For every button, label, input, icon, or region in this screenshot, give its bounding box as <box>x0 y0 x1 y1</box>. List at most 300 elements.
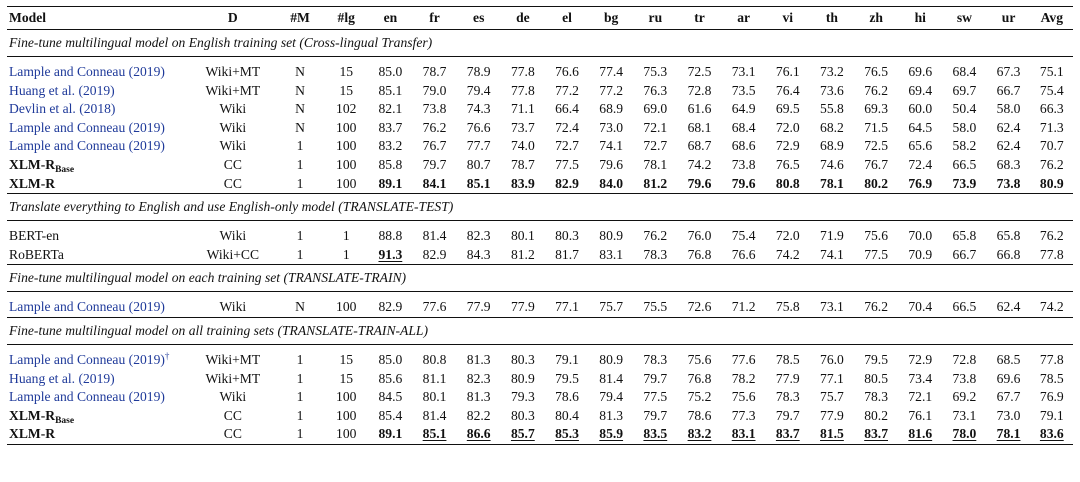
score-value: 75.6 <box>687 351 712 367</box>
models-cell: 1 <box>296 138 304 154</box>
data-cell: Wiki <box>190 292 276 318</box>
score-cell <box>633 57 677 82</box>
score-cell <box>589 119 633 138</box>
citation-link[interactable]: Lample and Conneau (2019) <box>9 389 165 405</box>
score-cell <box>412 57 456 82</box>
score-value: 70.9 <box>908 246 933 262</box>
column-header: Model <box>7 7 190 30</box>
score-value: 81.4 <box>422 407 447 423</box>
table-row <box>7 246 1073 265</box>
score-value: 82.1 <box>378 101 403 117</box>
score-value: 62.4 <box>996 138 1021 154</box>
table-row <box>7 388 1073 407</box>
score-cell <box>457 82 501 101</box>
score-cell <box>589 344 633 369</box>
score-cell <box>766 137 810 156</box>
score-cell <box>987 407 1031 426</box>
score-cell <box>633 292 677 318</box>
score-value: 77.8 <box>1039 246 1064 262</box>
score-value: 81.2 <box>643 175 668 191</box>
score-value: 77.9 <box>466 299 491 315</box>
score-cell <box>677 156 721 175</box>
score-value: 83.2 <box>378 138 403 154</box>
citation-link[interactable]: Huang et al. (2019) <box>9 370 115 386</box>
score-cell <box>677 137 721 156</box>
score-cell <box>545 57 589 82</box>
score-cell <box>810 156 854 175</box>
score-value: 82.9 <box>378 299 403 315</box>
score-value: 68.3 <box>996 156 1021 172</box>
score-value: 58.0 <box>952 119 977 135</box>
score-value: 72.6 <box>687 299 712 315</box>
score-cell <box>942 246 986 265</box>
score-value: 78.1 <box>820 175 844 191</box>
score-cell <box>854 344 898 369</box>
score-value: 60.0 <box>908 101 933 117</box>
models-cell: N <box>276 292 324 318</box>
score-cell <box>677 175 721 194</box>
score-cell <box>545 100 589 119</box>
column-header: vi <box>766 7 810 30</box>
score-value: 77.5 <box>864 246 888 262</box>
score-cell <box>545 388 589 407</box>
score-value: 64.5 <box>908 119 933 135</box>
models-cell: 1 <box>296 351 304 367</box>
data-cell: Wiki+MT <box>205 370 261 386</box>
score-value: 78.6 <box>687 407 712 423</box>
models-cell: N <box>295 101 305 117</box>
score-cell <box>545 175 589 194</box>
score-cell <box>766 370 810 389</box>
languages-cell: 100 <box>336 407 357 423</box>
score-cell <box>722 156 766 175</box>
score-value: 83.7 <box>378 119 403 135</box>
score-cell <box>854 388 898 407</box>
score-value: 80.5 <box>864 370 888 386</box>
citation-link[interactable]: Lample and Conneau (2019) <box>9 138 165 154</box>
score-cell <box>545 407 589 426</box>
score-cell <box>942 175 986 194</box>
score-cell <box>898 388 942 407</box>
score-cell <box>722 388 766 407</box>
score-cell <box>677 425 721 444</box>
score-cell <box>368 175 412 194</box>
score-value: 79.0 <box>422 82 447 98</box>
score-cell <box>368 156 412 175</box>
score-value: 67.7 <box>996 389 1021 405</box>
score-value: 69.4 <box>908 82 933 98</box>
score-cell <box>677 100 721 119</box>
score-value: 69.7 <box>952 82 977 98</box>
score-value: 84.0 <box>599 175 624 191</box>
models-cell: 1 <box>296 389 304 405</box>
data-cell: CC <box>223 407 242 423</box>
score-cell <box>545 119 589 138</box>
score-cell <box>722 119 766 138</box>
score-cell <box>589 407 633 426</box>
score-value: 85.1 <box>378 82 403 98</box>
score-cell <box>942 292 986 318</box>
table-header-row <box>7 7 1073 30</box>
score-value: 85.6 <box>378 370 403 386</box>
score-cell <box>766 100 810 119</box>
score-value: 74.1 <box>820 246 844 262</box>
citation-link[interactable]: Huang et al. (2019) <box>9 82 115 98</box>
table-row <box>7 425 1073 444</box>
score-cell <box>589 137 633 156</box>
score-value: 75.2 <box>687 389 712 405</box>
score-value: 73.4 <box>908 370 933 386</box>
score-value: 77.1 <box>555 299 579 315</box>
score-value: 81.4 <box>422 228 447 244</box>
score-cell <box>589 100 633 119</box>
column-header: #lg <box>324 7 368 30</box>
score-value: 68.6 <box>731 138 756 154</box>
score-value: 77.9 <box>775 370 800 386</box>
score-value: 83.2 <box>687 426 712 442</box>
score-value: 73.5 <box>731 82 756 98</box>
score-value: 69.0 <box>643 101 668 117</box>
score-cell <box>368 388 412 407</box>
score-cell <box>633 100 677 119</box>
score-value: 79.6 <box>687 175 712 191</box>
score-value: 83.1 <box>731 426 756 442</box>
score-value: 75.4 <box>1039 82 1064 98</box>
score-cell <box>457 425 501 444</box>
score-value: 68.9 <box>820 138 844 154</box>
citation-link[interactable]: Lample and Conneau (2019)† <box>9 350 170 367</box>
score-value: 69.2 <box>952 389 977 405</box>
score-cell <box>766 407 810 426</box>
score-cell <box>898 344 942 369</box>
score-cell <box>457 388 501 407</box>
score-value: 78.2 <box>731 370 756 386</box>
score-value: 76.9 <box>908 175 933 191</box>
score-value: 66.4 <box>555 101 579 117</box>
score-value: 66.7 <box>996 82 1021 98</box>
languages-cell: 100 <box>336 138 357 154</box>
column-header: bg <box>589 7 633 30</box>
score-cell <box>412 344 456 369</box>
section-title: Translate everything to English and use English-only model (TRANSLATE-TEST) <box>7 194 1073 221</box>
score-cell <box>987 82 1031 101</box>
score-value: 74.0 <box>510 138 535 154</box>
table-row <box>7 57 1073 82</box>
score-cell <box>987 221 1031 246</box>
score-cell <box>722 344 766 369</box>
score-cell <box>987 119 1031 138</box>
score-cell <box>722 221 766 246</box>
score-cell <box>810 292 854 318</box>
score-cell <box>412 221 456 246</box>
score-cell <box>1031 156 1073 175</box>
score-cell <box>766 425 810 444</box>
score-value: 80.1 <box>422 389 447 405</box>
score-cell <box>501 370 545 389</box>
data-cell: Wiki+MT <box>205 82 261 98</box>
score-cell <box>810 344 854 369</box>
score-cell <box>368 221 412 246</box>
score-value: 72.4 <box>555 119 579 135</box>
models-cell: 1 <box>296 370 304 386</box>
citation-link[interactable]: Lample and Conneau (2019) <box>9 119 165 135</box>
score-cell <box>898 292 942 318</box>
score-value: 76.2 <box>643 228 668 244</box>
score-value: 80.2 <box>864 407 888 423</box>
score-value: 66.3 <box>1039 101 1064 117</box>
score-cell <box>457 156 501 175</box>
score-value: 89.1 <box>378 426 403 442</box>
score-value: 73.2 <box>820 64 844 79</box>
table-row <box>7 344 1073 369</box>
citation-link[interactable]: Lample and Conneau (2019) <box>9 64 165 79</box>
score-value: 75.6 <box>864 228 888 244</box>
data-cell: Wiki <box>219 119 247 135</box>
score-cell <box>368 292 412 318</box>
score-value: 58.2 <box>952 138 977 154</box>
column-header: D <box>190 7 276 30</box>
languages-cell: 15 <box>339 64 354 79</box>
score-value: 72.7 <box>643 138 668 154</box>
score-cell <box>633 156 677 175</box>
score-value: 77.7 <box>466 138 491 154</box>
score-cell <box>854 407 898 426</box>
model-name: XLM-R <box>7 175 190 194</box>
score-cell <box>633 82 677 101</box>
score-cell <box>1031 175 1073 194</box>
score-value: 77.6 <box>422 299 447 315</box>
section-header-row <box>7 194 1073 221</box>
score-cell <box>810 407 854 426</box>
score-value: 84.5 <box>378 389 403 405</box>
model-subscript: Base <box>55 415 75 426</box>
score-cell <box>545 370 589 389</box>
score-value: 75.3 <box>643 64 668 79</box>
column-header: #M <box>276 7 324 30</box>
column-header: en <box>368 7 412 30</box>
data-cell: Wiki <box>219 101 247 117</box>
score-value: 77.9 <box>820 407 844 423</box>
score-cell <box>589 292 633 318</box>
score-value: 81.1 <box>422 370 447 386</box>
score-cell <box>589 82 633 101</box>
score-value: 80.7 <box>466 156 491 172</box>
data-cell: CC <box>223 156 242 172</box>
column-header: th <box>810 7 854 30</box>
score-value: 86.6 <box>466 426 491 442</box>
score-cell <box>368 119 412 138</box>
table-body <box>7 30 1073 445</box>
languages-cell: 1 <box>324 246 368 265</box>
column-header: hi <box>898 7 942 30</box>
score-cell <box>412 388 456 407</box>
score-cell <box>412 407 456 426</box>
score-value: 62.4 <box>996 299 1021 315</box>
models-cell: N <box>295 119 305 135</box>
score-cell <box>633 425 677 444</box>
score-value: 76.6 <box>555 64 579 79</box>
score-cell <box>368 370 412 389</box>
score-value: 69.5 <box>775 101 800 117</box>
score-value: 79.7 <box>775 407 800 423</box>
score-cell <box>766 344 810 369</box>
score-value: 73.6 <box>820 82 844 98</box>
score-value: 80.1 <box>510 228 535 244</box>
table-row <box>7 119 1073 138</box>
table-row <box>7 370 1073 389</box>
languages-cell: 1 <box>342 228 350 244</box>
data-cell: Wiki+CC <box>190 246 276 265</box>
score-value: 74.2 <box>775 246 800 262</box>
score-cell <box>589 388 633 407</box>
score-cell <box>722 370 766 389</box>
score-cell <box>722 82 766 101</box>
score-cell <box>412 246 456 265</box>
score-value: 81.6 <box>908 426 933 442</box>
score-cell <box>589 221 633 246</box>
data-cell: Wiki <box>219 389 247 405</box>
score-value: 73.0 <box>599 119 624 135</box>
xnli-results-table <box>7 6 1073 445</box>
score-value: 68.9 <box>599 101 624 117</box>
score-value: 77.8 <box>510 64 535 79</box>
models-cell: N <box>295 64 305 79</box>
score-cell <box>898 370 942 389</box>
score-value: 79.6 <box>599 156 624 172</box>
score-value: 82.3 <box>466 370 491 386</box>
score-value: 74.3 <box>466 101 491 117</box>
score-cell <box>898 175 942 194</box>
score-cell <box>368 57 412 82</box>
score-cell <box>766 292 810 318</box>
languages-cell: 100 <box>324 425 368 444</box>
column-header: tr <box>677 7 721 30</box>
score-cell <box>677 407 721 426</box>
languages-cell: 100 <box>336 389 357 405</box>
table-row <box>7 175 1073 194</box>
score-cell <box>942 57 986 82</box>
score-value: 85.9 <box>599 426 624 442</box>
score-cell <box>987 137 1031 156</box>
score-value: 84.3 <box>466 246 491 262</box>
score-cell <box>942 407 986 426</box>
score-value: 55.8 <box>820 101 844 117</box>
score-cell <box>987 425 1031 444</box>
score-value: 77.1 <box>820 370 844 386</box>
score-cell <box>810 425 854 444</box>
score-cell <box>501 344 545 369</box>
score-value: 74.1 <box>599 138 624 154</box>
score-cell <box>545 246 589 265</box>
score-cell <box>589 156 633 175</box>
model-name: RoBERTa <box>7 246 190 265</box>
score-value: 71.2 <box>731 299 756 315</box>
table-row <box>7 82 1073 101</box>
score-cell <box>457 137 501 156</box>
score-cell <box>987 57 1031 82</box>
score-value: 83.7 <box>864 426 888 442</box>
score-value: 85.0 <box>378 64 403 79</box>
score-value: 77.3 <box>731 407 756 423</box>
score-value: 79.5 <box>555 370 579 386</box>
score-cell <box>942 119 986 138</box>
score-cell <box>545 344 589 369</box>
score-cell <box>501 407 545 426</box>
score-cell <box>677 246 721 265</box>
score-value: 73.8 <box>422 101 447 117</box>
score-value: 78.3 <box>775 389 800 405</box>
score-value: 76.0 <box>820 351 844 367</box>
score-value: 62.4 <box>996 119 1021 135</box>
score-cell <box>1031 425 1073 444</box>
languages-cell: 15 <box>339 82 354 98</box>
score-value: 80.9 <box>599 351 624 367</box>
score-value: 77.5 <box>643 389 668 405</box>
model-name: XLM-R <box>7 425 190 444</box>
table-row <box>7 156 1073 175</box>
score-value: 79.1 <box>555 351 579 367</box>
score-value: 85.1 <box>466 175 491 191</box>
score-cell <box>987 156 1031 175</box>
score-cell <box>501 246 545 265</box>
citation-link[interactable]: Lample and Conneau (2019) <box>7 292 190 318</box>
score-value: 85.7 <box>510 426 535 442</box>
score-cell <box>457 57 501 82</box>
score-cell <box>501 57 545 82</box>
score-cell <box>633 221 677 246</box>
score-cell <box>589 425 633 444</box>
score-cell <box>942 221 986 246</box>
score-value: 65.6 <box>908 138 933 154</box>
score-value: 81.3 <box>599 407 624 423</box>
citation-link[interactable]: Devlin et al. (2018) <box>9 101 116 117</box>
score-cell <box>987 100 1031 119</box>
table-row <box>7 292 1073 318</box>
column-header: ar <box>722 7 766 30</box>
score-value: 76.1 <box>775 64 800 79</box>
score-value: 77.2 <box>555 82 579 98</box>
score-cell <box>368 100 412 119</box>
score-value: 81.7 <box>555 246 579 262</box>
score-cell <box>854 156 898 175</box>
score-value: 50.4 <box>952 101 977 117</box>
score-value: 68.1 <box>687 119 712 135</box>
models-cell: 1 <box>276 246 324 265</box>
score-cell <box>766 156 810 175</box>
score-cell <box>501 119 545 138</box>
score-cell <box>810 119 854 138</box>
score-cell <box>633 407 677 426</box>
score-value: 81.3 <box>466 389 491 405</box>
score-value: 67.3 <box>996 64 1021 79</box>
score-cell <box>368 137 412 156</box>
score-cell <box>810 82 854 101</box>
score-value: 85.0 <box>378 351 403 367</box>
score-value: 78.3 <box>864 389 888 405</box>
score-cell <box>854 82 898 101</box>
score-cell <box>898 57 942 82</box>
score-value: 73.8 <box>731 156 756 172</box>
score-cell <box>722 292 766 318</box>
score-value: 76.7 <box>422 138 447 154</box>
score-value: 76.4 <box>775 82 800 98</box>
score-value: 80.8 <box>775 175 800 191</box>
score-value: 72.8 <box>687 82 712 98</box>
column-header: ur <box>987 7 1031 30</box>
score-cell <box>677 119 721 138</box>
score-cell <box>942 388 986 407</box>
score-value: 76.2 <box>864 299 888 315</box>
